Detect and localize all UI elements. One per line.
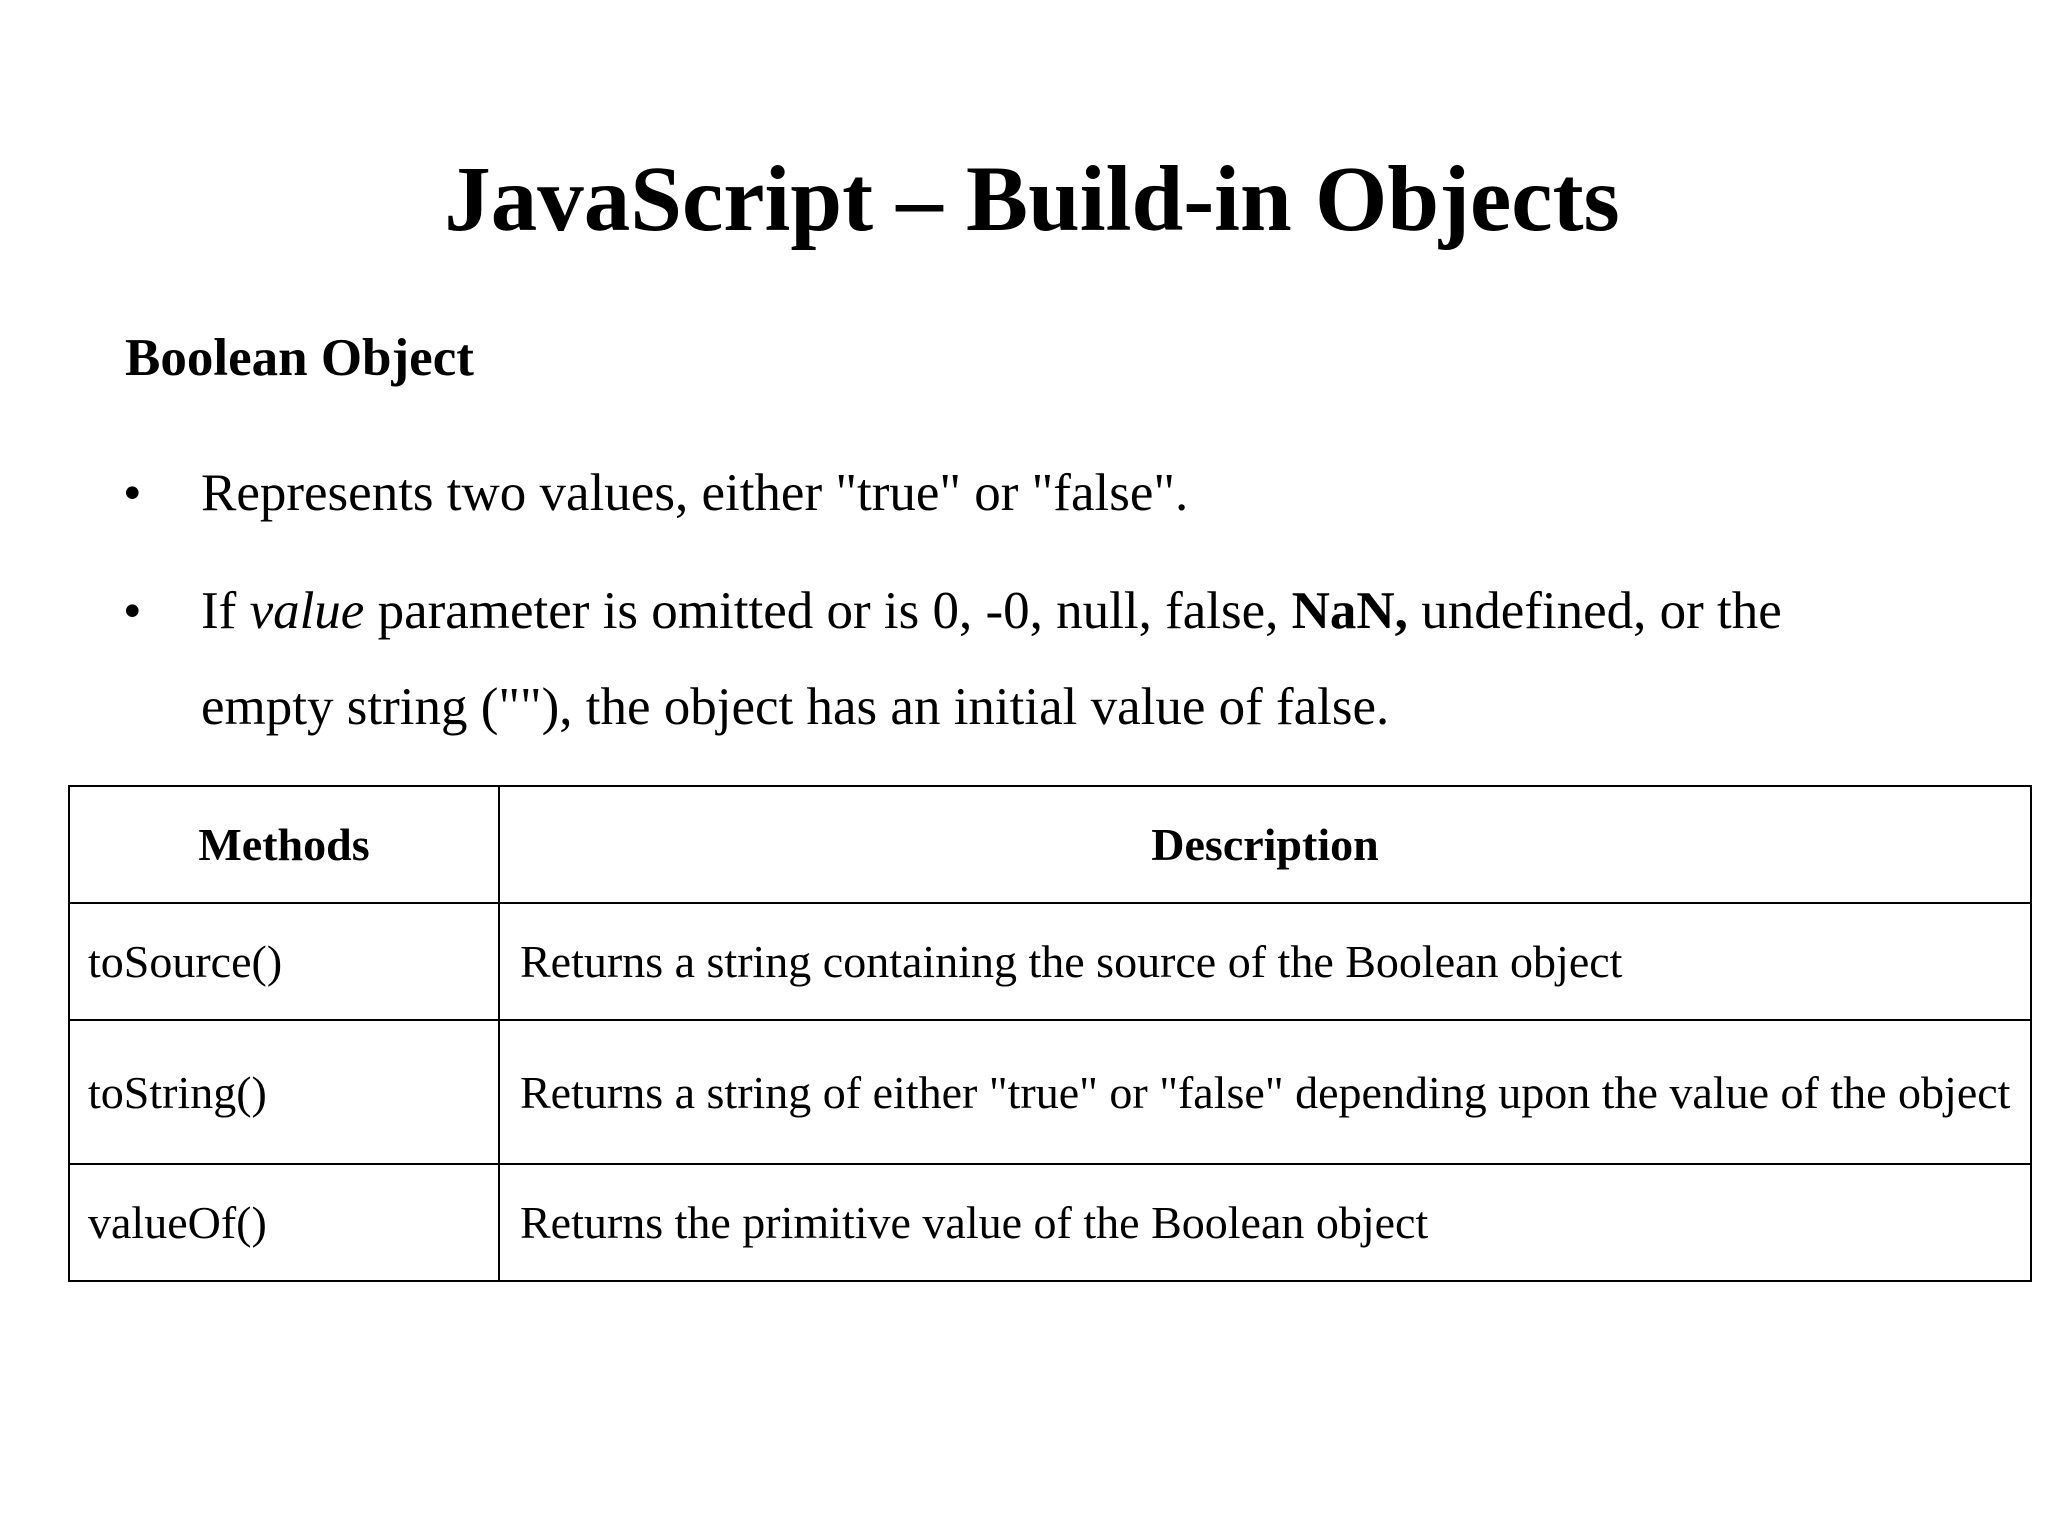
bullet-marker: •: [123, 582, 142, 640]
method-cell: toString(): [69, 1020, 499, 1164]
bullet-text-prefix: If: [201, 582, 250, 640]
bullet-text-middle: parameter is omitted or is 0, -0, null, false,: [364, 582, 1292, 640]
table-row: [69, 903, 2031, 1020]
header-methods: Methods: [69, 786, 499, 903]
description-cell: Returns the primitive value of the Boolean object: [499, 1164, 2031, 1281]
bullet-marker: •: [123, 464, 142, 522]
section-heading: Boolean Object: [125, 329, 474, 387]
methods-table: [68, 785, 2032, 1282]
bullet-text-line-2: empty string (""), the object has an initial value of false.: [201, 678, 1390, 736]
emphasis-value: value: [249, 582, 365, 640]
table-row: [69, 1164, 2031, 1281]
emphasis-nan: NaN,: [1291, 582, 1408, 640]
bullet-list: [0, 445, 2048, 777]
bullet-text: Represents two values, either "true" or "false".: [201, 464, 1189, 522]
bullet-item: [0, 445, 2048, 541]
description-cell: Returns a string of either "true" or "false" depending upon the value of the object: [499, 1020, 2031, 1164]
table-header-row: [69, 786, 2031, 903]
method-cell: toSource(): [69, 903, 499, 1020]
bullet-text-suffix: undefined, or the: [1407, 582, 1782, 640]
description-cell: Returns a string containing the source of the Boolean object: [499, 903, 2031, 1020]
bullet-text-line-1: [201, 563, 2008, 659]
table-row: [69, 1020, 2031, 1164]
header-description: Description: [499, 786, 2031, 903]
bullet-item: [0, 563, 2048, 755]
slide-title: JavaScript – Build-in Objects: [444, 148, 1620, 251]
method-cell: valueOf(): [69, 1164, 499, 1281]
